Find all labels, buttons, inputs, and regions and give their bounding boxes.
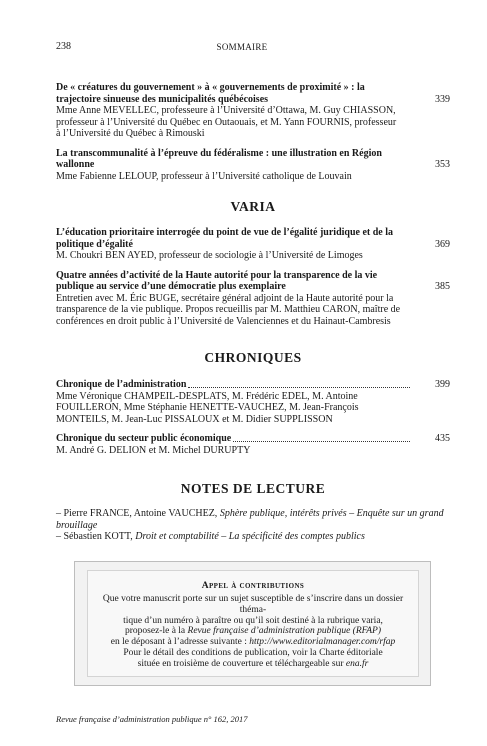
page-number: 238 <box>56 41 71 52</box>
toc-section-chroniques <box>56 379 450 463</box>
entry-page: 353 <box>435 159 450 170</box>
entry-authors: Mme Véronique CHAMPEIL-DESPLATS, M. Frédéric EDEL, M. Antoine FOUILLERON, Mme Stéphanie HENETTE-VAUCHEZ, M. Jean-François MONTEILS, M. Jean-Luc PISSALOUX et M. Didier SUPPLISSON <box>56 390 359 425</box>
dot-leader <box>188 387 410 388</box>
entry-title: La transcommunalité à l’épreuve du fédéralisme : une illustration en Région wallonne <box>56 147 382 170</box>
toc-entry[interactable] <box>56 227 450 262</box>
entry-authors: Entretien avec M. Éric BUGE, secrétaire général adjoint de la Haute autorité pour la transparence de la vie publique. Propos recueillis par M. Matthieu CARON, maître de conférences en droit public à l’Université de Valenciennes et du Hainaut-Cambresis <box>56 292 401 327</box>
note-work: Sphère publique, intérêts privés – Enquête sur un grand brouillage <box>56 508 444 531</box>
running-title: SOMMAIRE <box>216 42 268 52</box>
website-link[interactable]: ena.fr <box>345 658 369 669</box>
entry-page: 435 <box>435 433 450 444</box>
toc-entry[interactable] <box>56 270 450 328</box>
journal-name: Revue française d’administration publique (RFAP) <box>187 626 381 637</box>
toc-entry[interactable] <box>56 82 450 140</box>
call-line: Que votre manuscrit porte sur un sujet susceptible de s’inscrire dans un dossier théma- <box>102 594 404 615</box>
call-body <box>88 594 418 670</box>
entry-page: 339 <box>435 93 450 105</box>
toc-section-varia <box>56 227 450 334</box>
call-line: tique d’un numéro à paraître ou qu’il soit destiné à la rubrique varia, <box>123 615 383 626</box>
reading-notes-list <box>56 508 446 543</box>
toc-entry[interactable] <box>56 379 450 425</box>
call-title: Appel à contributions <box>201 581 305 591</box>
entry-authors: M. André G. DELION et M. Michel DURUPTY <box>56 444 251 456</box>
call-for-contributions-box <box>74 561 431 686</box>
toc-section-top <box>56 82 450 189</box>
call-line <box>91 659 415 670</box>
toc-entry[interactable] <box>56 433 450 456</box>
section-heading-chroniques: CHRONIQUES <box>204 350 302 365</box>
call-line <box>91 637 415 648</box>
note-author: – Sébastien KOTT, <box>56 531 136 542</box>
entry-authors: Mme Fabienne LELOUP, professeur à l’Université catholique de Louvain <box>56 170 352 182</box>
entry-authors: M. Choukri BEN AYED, professeur de sociologie à l’Université de Limoges <box>56 250 363 261</box>
toc-entry[interactable] <box>56 148 450 183</box>
entry-page: 385 <box>435 281 450 292</box>
note-item[interactable] <box>56 531 446 543</box>
entry-authors: Mme Anne MEVELLEC, professeure à l’Université d’Ottawa, M. Guy CHIASSON, professeur à l’Université du Québec en Outaouais, et M. Yann FOURNIS, professeur à l’Université du Québec à Rimouski <box>56 105 397 139</box>
section-heading-notes: NOTES DE LECTURE <box>180 481 326 496</box>
entry-title: L’éducation prioritaire interrogée du point de vue de l’égalité juridique et de la politique d’égalité <box>56 227 394 250</box>
call-text: proposez-le à la <box>125 626 188 637</box>
entry-title: Chronique de l’administration <box>56 379 187 390</box>
note-work: Droit et comptabilité – La spécificité des comptes publics <box>135 531 365 542</box>
entry-title: Quatre années d’activité de la Haute autorité pour la transparence de la vie publique au service d’une démocratie plus exemplaire <box>56 269 378 292</box>
call-inner-frame <box>87 570 419 677</box>
call-line <box>91 626 415 637</box>
call-text: en le déposant à l’adresse suivante : <box>110 637 250 648</box>
section-heading-varia: VARIA <box>230 199 276 214</box>
dot-leader <box>233 441 410 442</box>
note-author: – Pierre FRANCE, Antoine VAUCHEZ, <box>56 508 220 519</box>
entry-title: Chronique du secteur public économique <box>56 433 232 444</box>
note-item[interactable] <box>56 508 446 531</box>
call-line: Pour le détail des conditions de publication, voir la Charte éditoriale <box>123 647 383 658</box>
entry-title: De « créatures du gouvernement » à « gouvernements de proximité » : la trajectoire sinueuse des municipalités québécoises <box>56 82 365 105</box>
call-text: située en troisième de couverture et téléchargeable sur <box>137 658 346 669</box>
entry-page: 399 <box>435 379 450 390</box>
entry-page: 369 <box>435 238 450 250</box>
submission-link[interactable]: http://www.editorialmanager.com/rfap <box>249 637 396 648</box>
page-footer: Revue française d’administration publique n° 162, 2017 <box>56 714 248 724</box>
